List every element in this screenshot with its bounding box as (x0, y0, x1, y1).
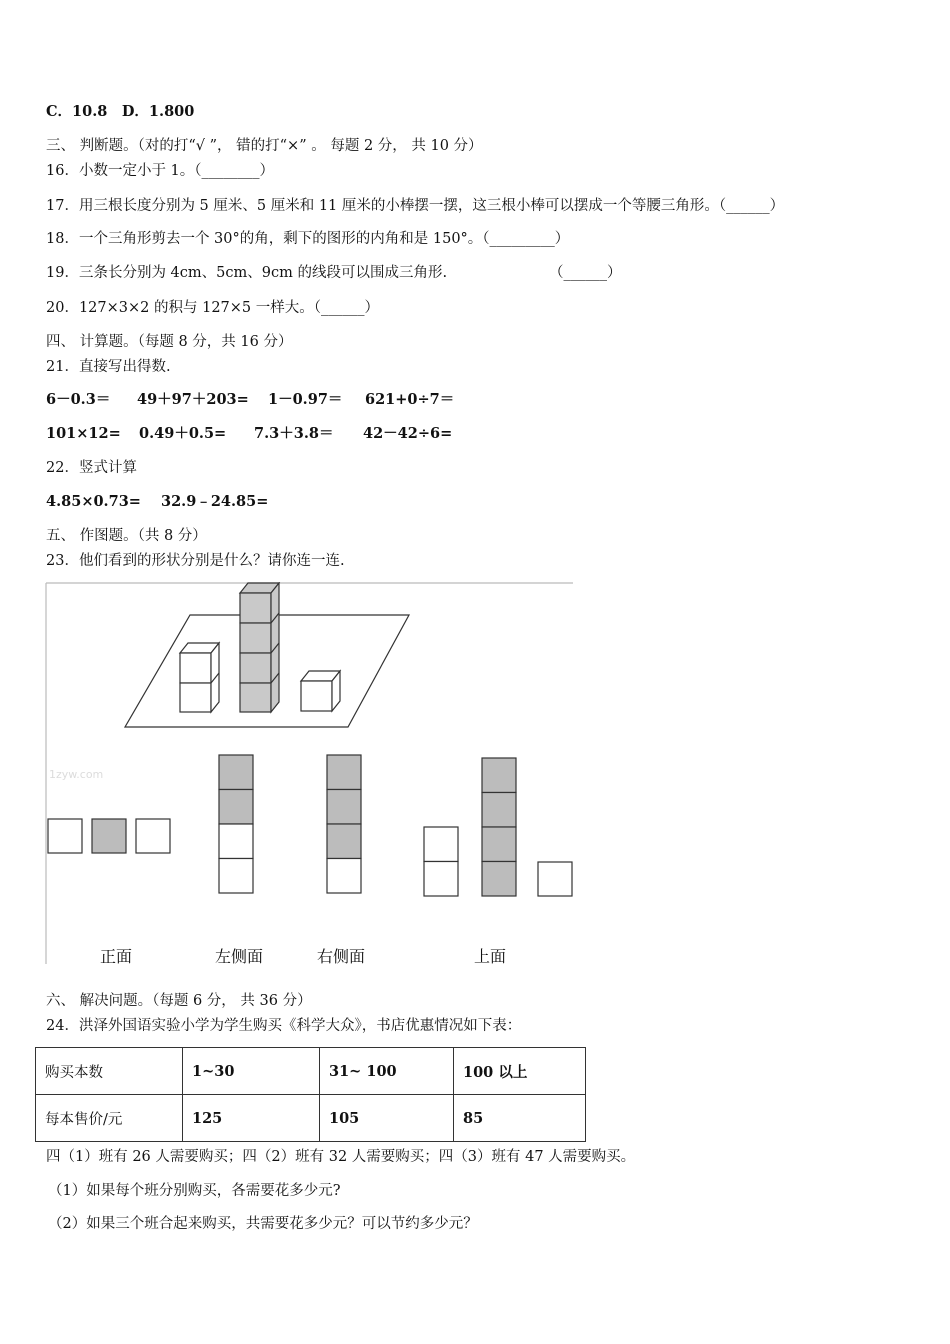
calc-item: 32.9﹣24.85= (161, 493, 269, 510)
answer-options: C．10.8 D．1.800 (46, 103, 195, 120)
question-17: 17．用三根长度分别为 5 厘米、5 厘米和 11 厘米的小棒摆一摆，这三根小棒可以摆成一个等腰三角形。（______） (46, 198, 785, 214)
question-19: 19．三条长分别为 4cm、5cm、9cm 的线段可以围成三角形. (46, 265, 448, 281)
question-23: 23．他们看到的形状分别是什么？请你连一连. (46, 553, 345, 569)
calc-item: 621+0÷7＝ (365, 391, 455, 408)
calc-item: 101×12= (46, 425, 121, 442)
question-18: 18．一个三角形剪去一个 30°的角，剩下的图形的内角和是 150°。（_________） (46, 231, 570, 247)
calc-item: 1－0.97＝ (268, 391, 343, 408)
table-row (36, 1095, 586, 1142)
question-19-blank: （______） (549, 265, 622, 281)
table-cell: 每本售价/元 (36, 1095, 183, 1142)
table-cell: 购买本数 (36, 1048, 183, 1095)
section3-title: 三、 判断题。（对的打“√ ”， 错的打“×” 。 每题 2 分， 共 10 分） (46, 138, 483, 154)
section4-title: 四、 计算题。（每题 8 分，共 16 分） (46, 334, 293, 350)
question-24: 24．洪泽外国语实验小学为学生购买《科学大众》，书店优惠情况如下表： (46, 1018, 522, 1034)
table-cell: 100 以上 (454, 1048, 586, 1095)
view-option-2 (219, 755, 253, 893)
section6-title: 六、 解决问题。（每题 6 分， 共 36 分） (46, 993, 312, 1009)
label-top: 上面 (474, 947, 507, 966)
table-cell: 125 (183, 1095, 320, 1142)
view-option-4 (424, 758, 572, 896)
cube-views-illustration (45, 582, 575, 967)
view-option-1 (48, 819, 170, 853)
table-cell: 105 (320, 1095, 454, 1142)
label-front: 正面 (100, 947, 133, 966)
table-cell: 1~30 (183, 1048, 320, 1095)
calc-item: 7.3＋3.8＝ (254, 425, 334, 442)
question-24-info: 四（1）班有 26 人需要购买；四（2）班有 32 人需要购买；四（3）班有 47 人需要购买。 (46, 1149, 636, 1165)
price-table (35, 1047, 586, 1142)
calc-item: 42－42÷6= (363, 425, 453, 442)
calc-item: 0.49＋0.5= (139, 425, 227, 442)
question-16: 16．小数一定小于 1。（________） (46, 163, 275, 179)
question-20: 20．127×3×2 的积与 127×5 一样大。（______） (46, 300, 380, 316)
calc-item: 6－0.3＝ (46, 391, 111, 408)
calc-item: 4.85×0.73= (46, 493, 141, 510)
left-cube-stack (180, 643, 219, 712)
question-24-sub1: （1）如果每个班分别购买，各需要花多少元? (48, 1183, 341, 1199)
section5-title: 五、 作图题。（共 8 分） (46, 528, 207, 544)
middle-cube-stack (240, 583, 279, 712)
label-right-side: 右侧面 (317, 947, 366, 966)
table-row (36, 1048, 586, 1095)
question-21: 21．直接写出得数. (46, 359, 171, 375)
table-cell: 31~ 100 (320, 1048, 454, 1095)
calc-item: 49＋97＋203= (137, 391, 249, 408)
table-cell: 85 (454, 1095, 586, 1142)
label-left-side: 左侧面 (215, 947, 264, 966)
view-option-3 (327, 755, 361, 893)
views-figure (45, 582, 575, 967)
watermark: 1zyw.com (49, 768, 104, 781)
question-24-sub2: （2）如果三个班合起来购买，共需要花多少元？可以节约多少元？ (48, 1216, 478, 1232)
right-cube (301, 671, 340, 711)
question-22: 22．竖式计算 (46, 460, 137, 476)
